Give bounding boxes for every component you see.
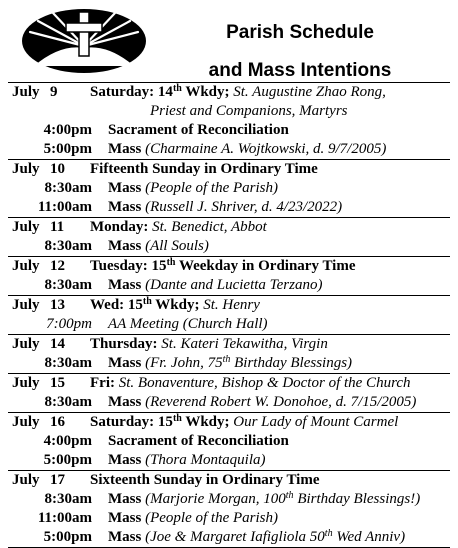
- date-day: 17: [50, 472, 65, 488]
- event-description: [108, 121, 289, 140]
- text-run: Thursday:: [90, 336, 162, 352]
- event-description: [108, 528, 405, 547]
- date: [12, 296, 96, 315]
- text-run: Wed: 15: [90, 297, 143, 313]
- event-row: [8, 179, 450, 198]
- text-run: th: [324, 528, 333, 539]
- event-time: 8:30am: [44, 180, 92, 196]
- text-run: Mass: [108, 394, 146, 410]
- date-month: July: [12, 258, 40, 274]
- event-description: [108, 140, 386, 159]
- event-time: 8:30am: [44, 277, 92, 293]
- text-run: (Marjorie Morgan, 100: [145, 491, 286, 507]
- day-header: [8, 413, 450, 432]
- text-run: th: [222, 354, 231, 365]
- event-description: [108, 179, 278, 198]
- day-title: [90, 413, 398, 432]
- text-run: Monday:: [90, 219, 153, 235]
- text-run: (All Souls): [145, 238, 209, 254]
- day-header: [8, 471, 450, 490]
- text-run: Saturday: 14: [90, 84, 173, 100]
- event-description: [108, 354, 352, 373]
- event-row: [8, 354, 450, 373]
- date: [12, 335, 96, 354]
- event-description: [108, 490, 420, 509]
- page-subtitle: and Mass Intentions: [208, 60, 392, 81]
- text-run: (People of the Parish): [145, 180, 278, 196]
- text-run: Tuesday: 15: [90, 258, 167, 274]
- text-run: (People of the Parish): [145, 510, 278, 526]
- text-run: Sacrament of Reconciliation: [108, 122, 289, 138]
- event-row: [8, 237, 450, 256]
- day-header: [8, 160, 450, 179]
- event-row: [8, 528, 450, 547]
- date-month: July: [12, 375, 40, 391]
- event-description: [108, 315, 268, 334]
- page-title: Parish Schedule: [226, 22, 374, 43]
- text-run: (Fr. John, 75: [145, 355, 223, 371]
- day-entry: [8, 218, 450, 257]
- text-run: Mass: [108, 510, 146, 526]
- text-run: Mass: [108, 199, 146, 215]
- day-title: [90, 374, 411, 393]
- text-run: Our Lady of Mount Carmel: [233, 414, 399, 430]
- text-run: th: [285, 490, 294, 501]
- day-title-cont: [150, 102, 348, 121]
- text-run: Mass: [108, 141, 146, 157]
- date-month: July: [12, 84, 40, 100]
- event-row: [8, 509, 450, 528]
- church-cross-logo-icon: [20, 4, 148, 74]
- day-header: [8, 296, 450, 315]
- date-month: July: [12, 219, 40, 235]
- date: [12, 374, 96, 393]
- text-run: (Reverend Robert W. Donohoe, d. 7/15/2005): [145, 394, 417, 410]
- day-title: [90, 160, 318, 179]
- event-time: 4:00pm: [43, 122, 92, 138]
- event-row: [8, 393, 450, 412]
- event-time: 8:30am: [44, 355, 92, 371]
- text-run: Wkdy;: [181, 84, 234, 100]
- day-title: [90, 83, 386, 102]
- event-time: 8:30am: [44, 491, 92, 507]
- date-day: 9: [50, 84, 58, 100]
- event-row: [8, 276, 450, 295]
- event-time: 5:00pm: [43, 452, 92, 468]
- text-run: th: [172, 413, 182, 424]
- event-time: 11:00am: [37, 199, 92, 215]
- date: [12, 471, 96, 490]
- date-day: 16: [50, 414, 65, 430]
- event-description: [108, 451, 266, 470]
- day-title-continued: [8, 102, 450, 121]
- event-time: 4:00pm: [43, 433, 92, 449]
- text-run: (Joe & Margaret Iafigliola 50: [145, 529, 325, 545]
- date-day: 15: [50, 375, 65, 391]
- text-run: Mass: [108, 452, 146, 468]
- text-run: th: [142, 296, 152, 307]
- text-run: Wed Anniv): [332, 529, 406, 545]
- day-header: [8, 257, 450, 276]
- event-description: [108, 393, 416, 412]
- text-run: AA Meeting (Church Hall): [108, 316, 268, 332]
- schedule-list: [8, 82, 450, 548]
- date: [12, 257, 96, 276]
- text-run: St. Benedict, Abbot: [152, 219, 267, 235]
- text-run: Mass: [108, 180, 146, 196]
- event-row: [8, 140, 450, 159]
- date-day: 12: [50, 258, 65, 274]
- text-run: Weekday in Ordinary Time: [175, 258, 356, 274]
- text-run: Sacrament of Reconciliation: [108, 433, 289, 449]
- day-title: [90, 471, 320, 490]
- header: [0, 0, 458, 82]
- day-entry: [8, 374, 450, 413]
- event-description: [108, 509, 278, 528]
- date-day: 11: [50, 219, 65, 235]
- event-time: 11:00am: [37, 510, 92, 526]
- text-run: th: [172, 83, 182, 94]
- text-run: Saturday: 15: [90, 414, 173, 430]
- event-time: 8:30am: [44, 394, 92, 410]
- date-month: July: [12, 297, 40, 313]
- date-month: July: [12, 472, 40, 488]
- day-title: [90, 335, 328, 354]
- day-header: [8, 83, 450, 102]
- text-run: Wkdy;: [181, 414, 234, 430]
- text-run: St. Augustine Zhao Rong,: [233, 84, 386, 100]
- event-row: [8, 432, 450, 451]
- text-run: Birthday Blessings): [230, 355, 353, 371]
- event-description: [108, 276, 322, 295]
- day-header: [8, 335, 450, 354]
- day-header: [8, 218, 450, 237]
- day-entry: [8, 160, 450, 218]
- day-title: [90, 296, 260, 315]
- date: [12, 218, 96, 237]
- text-run: Mass: [108, 491, 146, 507]
- day-entry: [8, 257, 450, 296]
- event-row: [8, 198, 450, 217]
- event-time: 5:00pm: [43, 529, 92, 545]
- text-run: Sixteenth Sunday in Ordinary Time: [90, 472, 320, 488]
- text-run: St. Bonaventure, Bishop & Doctor of the Church: [118, 375, 411, 391]
- text-run: Mass: [108, 277, 146, 293]
- text-run: (Russell J. Shriver, d. 4/23/2022): [145, 199, 343, 215]
- text-run: Priest and Companions, Martyrs: [150, 103, 348, 119]
- event-description: [108, 432, 289, 451]
- date: [12, 413, 96, 432]
- event-time: 8:30am: [44, 238, 92, 254]
- event-description: [108, 237, 209, 256]
- date: [12, 160, 96, 179]
- date-month: July: [12, 336, 40, 352]
- text-run: (Dante and Lucietta Terzano): [145, 277, 323, 293]
- text-run: Mass: [108, 238, 146, 254]
- text-run: Wkdy;: [151, 297, 204, 313]
- event-row: [8, 451, 450, 470]
- day-entry: [8, 471, 450, 548]
- text-run: St. Henry: [203, 297, 260, 313]
- text-run: Birthday Blessings!): [293, 491, 421, 507]
- text-run: (Charmaine A. Wojtkowski, d. 9/7/2005): [145, 141, 387, 157]
- day-title: [90, 257, 356, 276]
- date-day: 14: [50, 336, 65, 352]
- day-entry: [8, 296, 450, 335]
- day-entry: [8, 335, 450, 374]
- event-row: [8, 315, 450, 334]
- date-day: 10: [50, 161, 65, 177]
- text-run: (Thora Montaquila): [145, 452, 266, 468]
- text-run: St. Kateri Tekawitha, Virgin: [161, 336, 328, 352]
- event-row: [8, 121, 450, 140]
- date-month: July: [12, 414, 40, 430]
- date-month: July: [12, 161, 40, 177]
- day-entry: [8, 83, 450, 160]
- event-time: 7:00pm: [46, 316, 92, 332]
- event-row: [8, 490, 450, 509]
- event-time: 5:00pm: [43, 141, 92, 157]
- text-run: Fifteenth Sunday in Ordinary Time: [90, 161, 318, 177]
- date: [12, 83, 96, 102]
- day-title: [90, 218, 267, 237]
- event-description: [108, 198, 342, 217]
- date-day: 13: [50, 297, 65, 313]
- day-header: [8, 374, 450, 393]
- text-run: Fri:: [90, 375, 119, 391]
- text-run: th: [166, 257, 176, 268]
- text-run: Mass: [108, 529, 146, 545]
- day-entry: [8, 413, 450, 471]
- text-run: Mass: [108, 355, 146, 371]
